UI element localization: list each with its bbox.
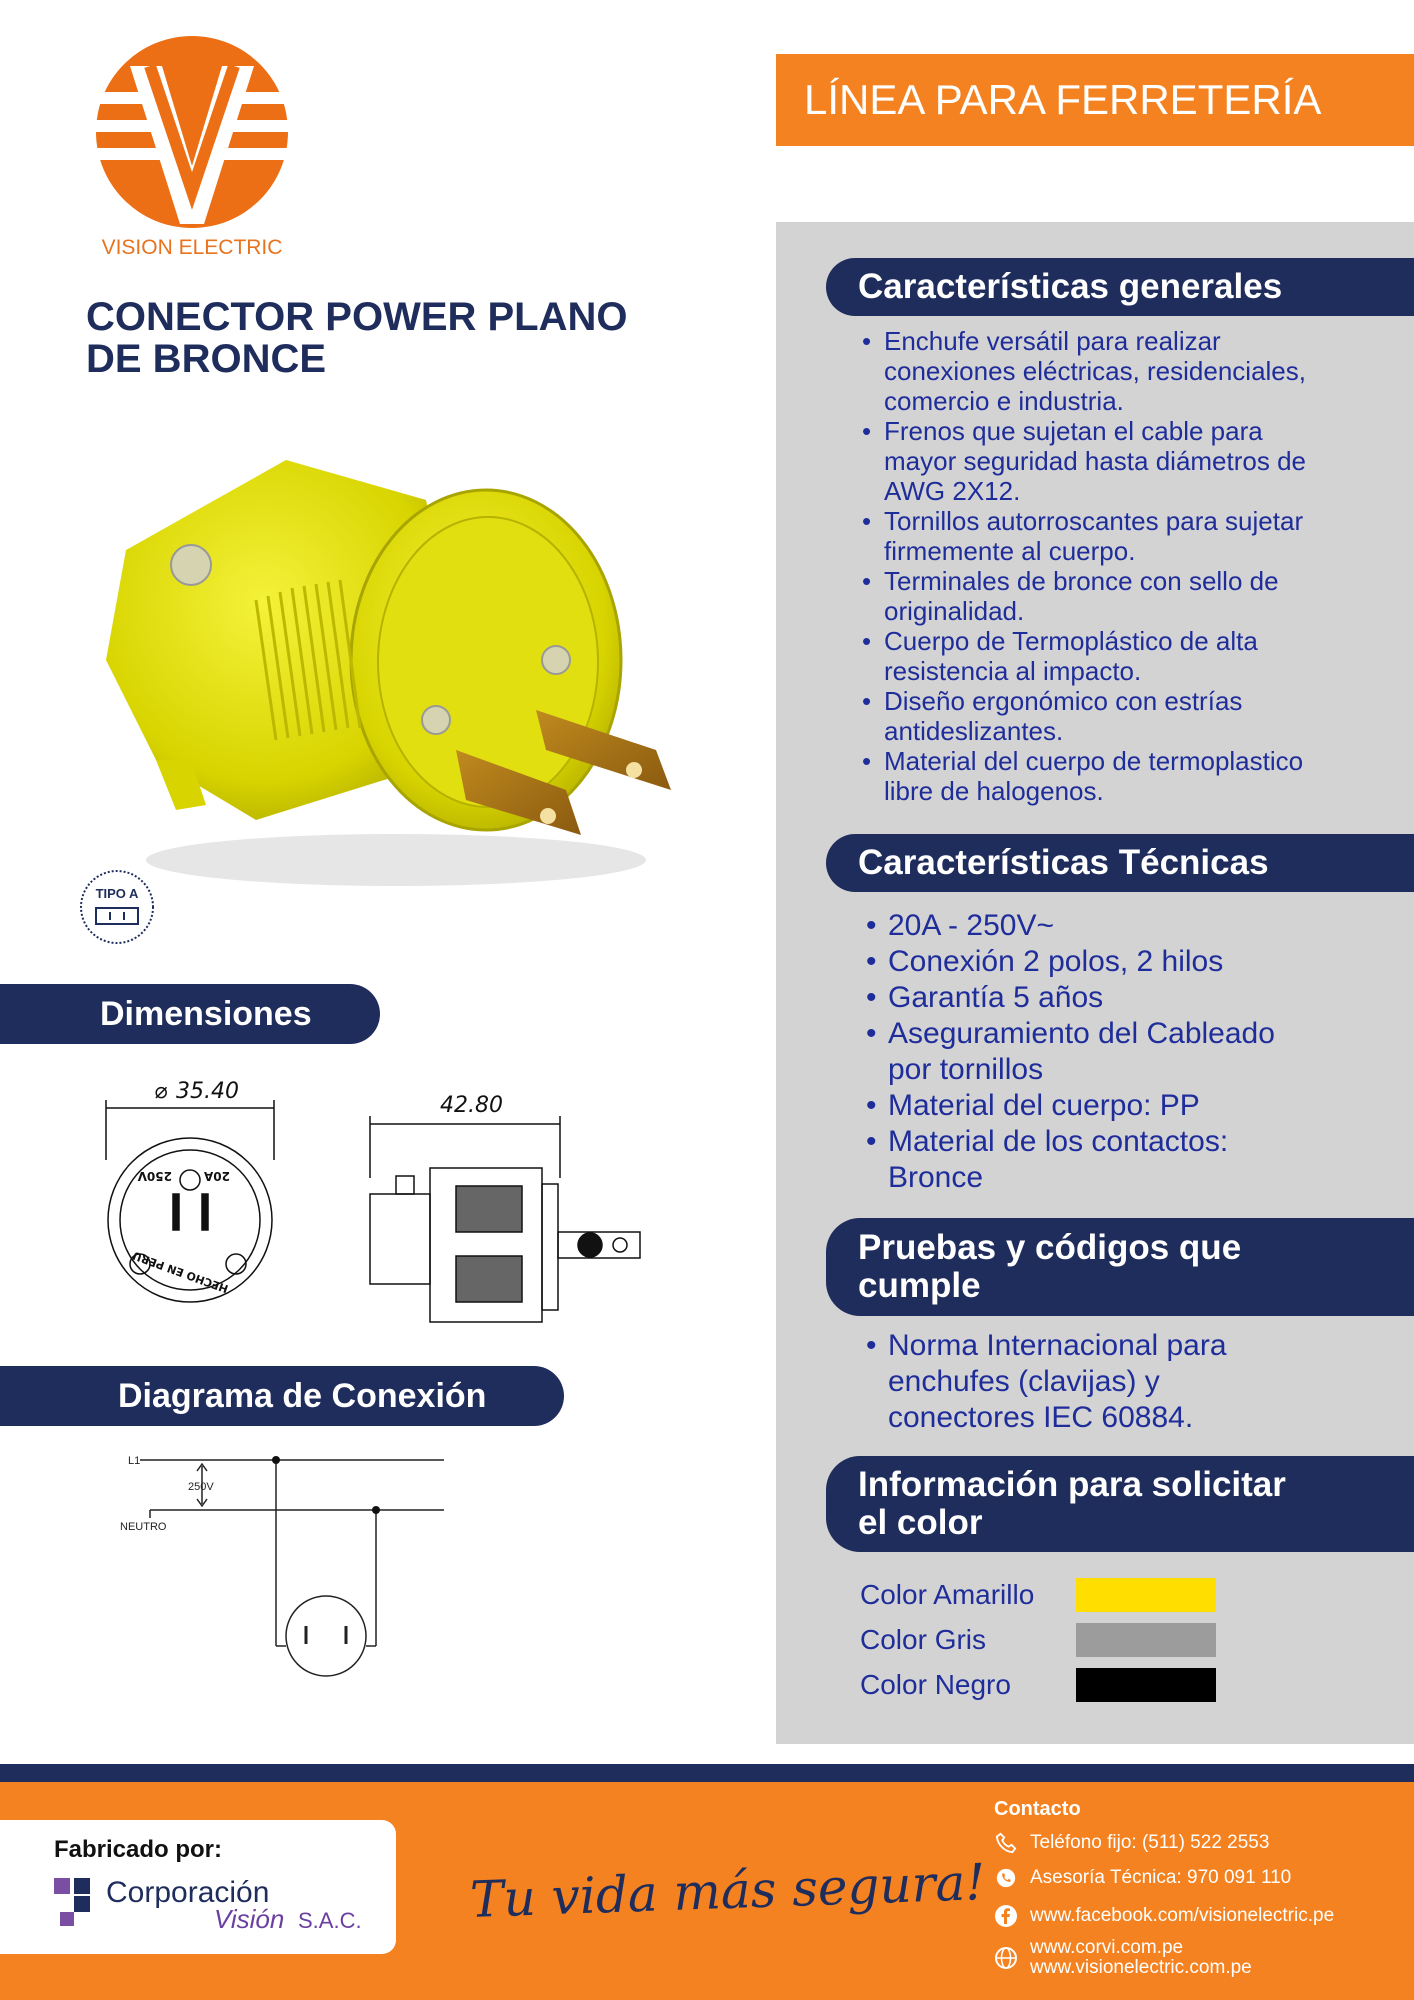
maker-name-sac: S.A.C.: [298, 1908, 362, 1933]
slogan: Tu vida más segura!: [469, 1853, 987, 1929]
color-info-line2: el color: [858, 1503, 983, 1542]
list-item: [854, 326, 1374, 416]
tests-list: [858, 1328, 1358, 1436]
list-item: [854, 626, 1374, 686]
list-item-line: enchufes (clavijas) y: [888, 1365, 1160, 1398]
length-value: 42.80: [440, 1093, 503, 1118]
technical-features-heading: Características Técnicas: [826, 834, 1414, 892]
dimension-drawing: [96, 1068, 656, 1338]
list-item-line: antideslizantes.: [884, 716, 1064, 746]
face-250v: 250V: [137, 1169, 172, 1183]
list-item: [854, 566, 1374, 626]
list-item: [858, 1016, 1358, 1088]
tech-support-text: Asesoría Técnica: 970 091 110: [1030, 1867, 1292, 1888]
brand-name: VISION ELECTRIC: [101, 236, 283, 259]
color-info-line1: Información para solicitar: [858, 1465, 1286, 1504]
phone-icon: [992, 1830, 1020, 1856]
tests-heading-line1: Pruebas y códigos que: [858, 1228, 1242, 1267]
general-features-list: [854, 326, 1374, 806]
website-corvi[interactable]: www.corvi.com.pe: [1030, 1937, 1184, 1958]
corporacion-vision-logo: [54, 1876, 90, 1930]
facebook-text: www.facebook.com/visionelectric.pe: [1030, 1905, 1335, 1926]
tests-heading-line2: cumple: [858, 1266, 981, 1305]
list-item: [858, 908, 1358, 944]
list-item-line: Bronce: [888, 1161, 984, 1194]
list-item: [858, 1088, 1358, 1124]
list-item-line: firmemente al cuerpo.: [884, 536, 1136, 566]
list-item-line: • 20A - 250V~: [888, 909, 1054, 942]
list-item: [858, 1124, 1358, 1196]
list-item-line: • Tornillos autorroscantes para sujetar: [884, 506, 1304, 536]
list-item: [858, 1328, 1358, 1436]
list-item-line: libre de halogenos.: [884, 776, 1104, 806]
neutral-label: NEUTRO: [120, 1521, 167, 1533]
maker-name-vision: Visión: [214, 1904, 285, 1934]
list-item-line: • Enchufe versátil para realizar: [884, 326, 1221, 356]
list-item-line: resistencia al impacto.: [884, 656, 1142, 686]
website-visionelectric[interactable]: www.visionelectric.com.pe: [1030, 1957, 1252, 1978]
list-item-line: por tornillos: [888, 1053, 1044, 1086]
color-swatch: [1076, 1578, 1216, 1612]
contact-facebook[interactable]: [992, 1903, 1334, 1929]
tipo-badge-label: TIPO A: [95, 886, 139, 901]
product-title-line1: CONECTOR POWER PLANO: [86, 295, 628, 339]
list-item-line: • Frenos que sujetan el cable para: [884, 416, 1263, 446]
whatsapp-icon: [992, 1865, 1020, 1891]
list-item: [858, 980, 1358, 1016]
diameter-value: 35.40: [176, 1079, 239, 1104]
footer-divider: [0, 1764, 1414, 1782]
list-item-line: conexiones eléctricas, residenciales,: [884, 356, 1306, 386]
list-item-line: • Aseguramiento del Cableado: [888, 1017, 1275, 1050]
product-title-line2: DE BRONCE: [86, 337, 327, 381]
list-item-line: • Diseño ergonómico con estrías: [884, 686, 1243, 716]
list-item-line: • Material de los contactos:: [888, 1125, 1229, 1158]
maker-name: Corporación: [106, 1876, 270, 1909]
svg-text:⌀: ⌀: [154, 1079, 168, 1104]
contact-websites[interactable]: [992, 1938, 1252, 1978]
product-image: [96, 440, 696, 900]
list-item-line: originalidad.: [884, 596, 1025, 626]
contact-phone[interactable]: [992, 1830, 1269, 1856]
list-item: [854, 686, 1374, 746]
list-item: [858, 944, 1358, 980]
face-20a: 20A: [204, 1169, 230, 1183]
color-swatch: [1076, 1668, 1216, 1702]
color-info-heading: [826, 1456, 1414, 1552]
dimensions-heading: Dimensiones: [0, 984, 380, 1044]
list-item-line: comercio e industria.: [884, 386, 1124, 416]
voltage-label: 250V: [188, 1481, 214, 1493]
list-item-line: • Material del cuerpo: PP: [888, 1089, 1200, 1122]
list-item: [854, 506, 1374, 566]
globe-icon: [992, 1945, 1020, 1971]
page-header: LÍNEA PARA FERRETERÍA: [776, 54, 1414, 146]
websites-text: [1030, 1938, 1252, 1978]
color-option-yellow: [860, 1572, 1280, 1617]
product-title: [86, 296, 706, 380]
list-item-line: • Garantía 5 años: [888, 981, 1104, 1014]
list-item-line: • Norma Internacional para: [888, 1329, 1227, 1362]
list-item-line: conectores IEC 60884.: [888, 1401, 1194, 1434]
face-made-in: HECHO EN PERU: [130, 1248, 230, 1296]
list-item: [854, 746, 1374, 806]
l1-label: L1: [128, 1455, 141, 1467]
color-name: Color Negro: [860, 1668, 1011, 1700]
diagram-heading: Diagrama de Conexión: [0, 1366, 564, 1426]
tests-heading: [826, 1218, 1414, 1316]
list-item-line: • Conexión 2 polos, 2 hilos: [888, 945, 1224, 978]
phone-text: Teléfono fijo: (511) 522 2553: [1030, 1832, 1270, 1853]
list-item-line: • Terminales de bronce con sello de: [884, 566, 1279, 596]
color-name: Color Amarillo: [860, 1578, 1035, 1610]
list-item-line: • Material del cuerpo de termoplastico: [884, 746, 1304, 776]
color-swatch: [1076, 1623, 1216, 1657]
color-options: [860, 1572, 1280, 1707]
contact-tech-support[interactable]: [992, 1865, 1291, 1891]
color-option-gray: [860, 1617, 1280, 1662]
list-item-line: AWG 2X12.: [884, 476, 1021, 506]
list-item-line: mayor seguridad hasta diámetros de: [884, 446, 1307, 476]
tipo-a-badge: [78, 868, 156, 946]
connection-diagram: [110, 1446, 460, 1686]
maker-label: Fabricado por:: [54, 1836, 223, 1863]
list-item-line: • Cuerpo de Termoplástico de alta: [884, 626, 1258, 656]
color-option-black: [860, 1662, 1280, 1707]
contact-title: Contacto: [994, 1798, 1081, 1820]
vision-electric-logo: [92, 36, 292, 266]
facebook-icon: [992, 1903, 1020, 1929]
list-item: [854, 416, 1374, 506]
technical-features-list: [858, 908, 1358, 1196]
color-name: Color Gris: [860, 1623, 987, 1655]
general-features-heading: Características generales: [826, 258, 1414, 316]
